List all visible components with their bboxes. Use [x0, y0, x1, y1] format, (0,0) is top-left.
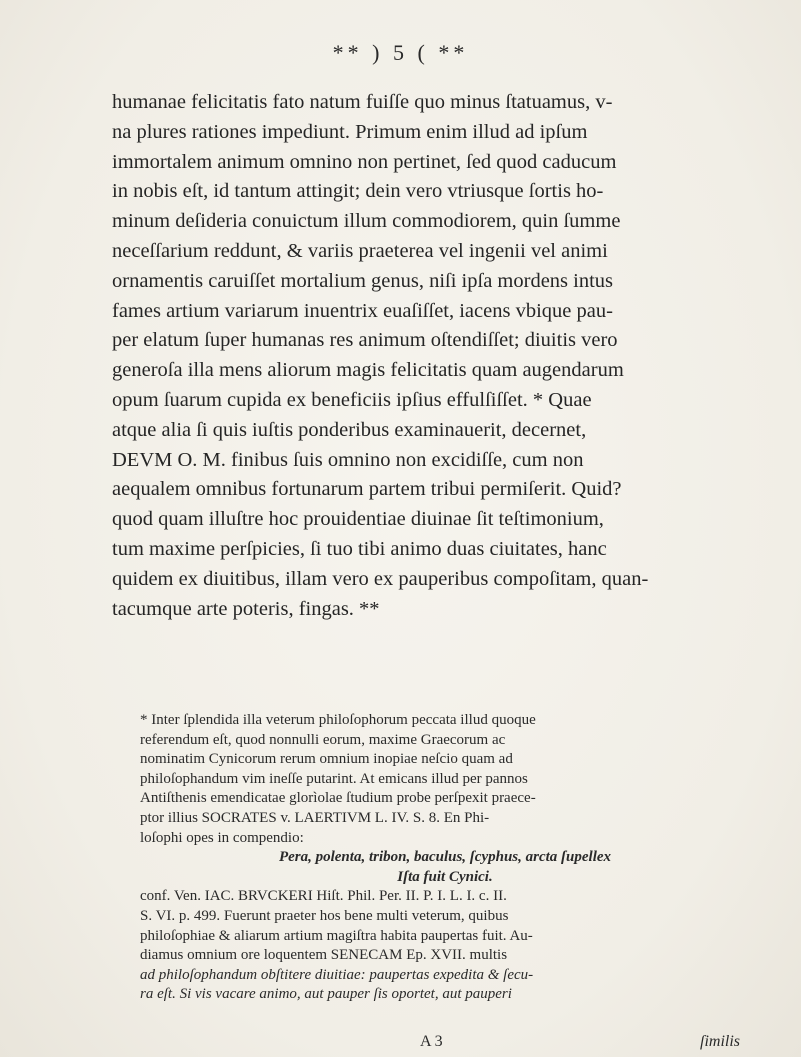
footnote-line: referendum eſt, quod nonnulli eorum, maxime Graecorum ac: [140, 731, 506, 748]
text-line: opum ſuarum cupida ex beneficiis ipſius effulſiſſet. * Quae: [112, 388, 592, 411]
text-line: quod quam illuſtre hoc prouidentiae diuinae ſit teſtimonium,: [112, 508, 604, 531]
text-line: in nobis eſt, id tantum attingit; dein vero vtriusque ſortis ho-: [112, 180, 604, 203]
text-line: humanae felicitatis fato natum fuiſſe quo minus ſtatuamus, v-: [112, 91, 613, 113]
footnote-line: conf. Ven. IAC. BRVCKERI Hiſt. Phil. Per. II. P. I. L. I. c. II.: [140, 888, 507, 905]
footnote-line: S. VI. p. 499. Fuerunt praeter hos bene multi veterum, quibus: [140, 907, 509, 924]
page-header: ** ) 5 ( **: [332, 40, 469, 65]
text-line: quidem ex diuitibus, illam vero ex pauperibus compoſitam, quan-: [112, 567, 649, 590]
footnote-line: ra eſt. Si vis vacare animo, aut pauper ſis oportet, aut pauperi: [140, 986, 512, 1003]
footnote-line: diamus omnium ore loquentem SENECAM Ep. XVII. multis: [140, 947, 508, 964]
text-line: atque alia ſi quis iuſtis ponderibus examinauerit, decernet,: [112, 418, 587, 441]
text-line: ornamentis caruiſſet mortalium genus, niſi ipſa mordens intus: [112, 269, 614, 292]
catchword: ſimilis: [700, 1033, 741, 1050]
verse-line: Iſta fuit Cynici.: [397, 868, 493, 885]
text-line: neceſſarium reddunt, & variis praeterea vel ingenii vel animi: [112, 239, 608, 262]
main-text: [112, 88, 782, 624]
text-line: minum deſideria conuictum illum commodiorem, quin ſumme: [112, 210, 621, 233]
text-line: immortalem animum omnino non pertinet, ſed quod caducum: [112, 150, 617, 173]
footnote-line: loſophi opes in compendio:: [140, 829, 304, 846]
text-line: per elatum ſuper humanas res animum oſtendiſſet; diuitis vero: [112, 329, 618, 352]
footnote-line: ptor illius SOCRATES v. LAERTIVM L. IV. S. 8. En Phi-: [140, 809, 490, 826]
text-line: na plures rationes impediunt. Primum enim illud ad ipſum: [112, 120, 588, 143]
footnote-line: philoſophandum vim ineſſe putarint. At emicans illud per pannos: [140, 770, 528, 787]
text-line: tacumque arte poteris, fingas. **: [112, 597, 380, 620]
text-line: fames artium variarum inuentrix euaſiſſet, iacens vbique pau-: [112, 299, 613, 322]
text-line: tum maxime perſpicies, ſi tuo tibi animo duas ciuitates, hanc: [112, 537, 607, 560]
footnote-line: nominatim Cynicorum rerum omnium inopiae neſcio quam ad: [140, 751, 513, 768]
footnote-line: * Inter ſplendida illa veterum philoſophorum peccata illud quoque: [140, 712, 536, 728]
signature-mark: A 3: [420, 1033, 443, 1050]
text-line: aequalem omnibus fortunarum partem tribui permiſerit. Quid?: [112, 478, 622, 501]
verse-line: Pera, polenta, tribon, baculus, ſcyphus, arcta ſupellex: [278, 849, 612, 866]
footnote: [140, 711, 780, 1005]
text-line: DEVM O. M. finibus ſuis omnino non excidiſſe, cum non: [112, 448, 584, 471]
text-line: generoſa illa mens aliorum magis felicitatis quam augendarum: [112, 359, 624, 382]
footnote-line: philoſophiae & aliarum artium magiſtra habita paupertas fuit. Au-: [140, 927, 533, 944]
footnote-line: Antiſthenis emendicatae glorìolae ſtudium probe perſpexit praece-: [140, 790, 536, 807]
footnote-line: ad philoſophandum obſtitere diuitiae: paupertas expedita & ſecu-: [140, 966, 534, 983]
